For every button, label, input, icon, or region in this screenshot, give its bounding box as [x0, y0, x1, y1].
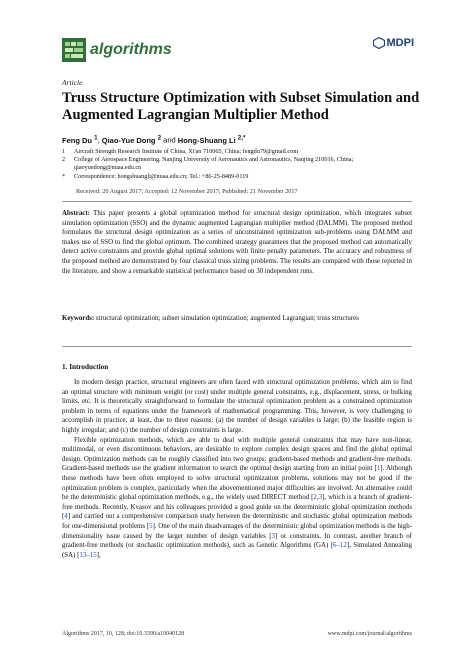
- article-type: Article: [62, 78, 83, 87]
- footer-citation: Algorithms 2017, 10, 128; doi:10.3390/a10040128: [62, 631, 185, 637]
- publication-dates: Received: 20 August 2017; Accepted: 12 November 2017; Published: 21 November 2017: [76, 188, 298, 195]
- citation-link[interactable]: 3: [271, 532, 275, 540]
- divider-bottom: [62, 346, 412, 347]
- affiliation-2: 2 College of Aerospace Engineering, Nanjing University of Aeronautics and Astronautics, Nanjing 210016, China; qiaoyuedong@nuaa.edu.cn: [62, 156, 354, 172]
- footer-url[interactable]: www.mdpi.com/journal/algorithms: [327, 631, 412, 637]
- keywords-text: structural optimization; subset simulation optimization; augmented Lagrangian; truss structures: [95, 315, 359, 322]
- abstract-label: Abstract:: [62, 210, 90, 217]
- divider-top: [62, 201, 412, 202]
- citation-link[interactable]: 1: [376, 465, 381, 473]
- citation-link[interactable]: 3: [318, 494, 323, 502]
- introduction-body: [62, 378, 412, 560]
- journal-logo-icon: [62, 38, 86, 62]
- keywords: [62, 314, 412, 324]
- publisher-name: MDPI: [386, 37, 414, 49]
- paper-title: Truss Structure Optimization with Subset Simulation and Augmented Lagrangian Multiplier Method: [62, 90, 420, 123]
- citation-link[interactable]: 6–12: [333, 542, 347, 550]
- paragraph-2: Flexible optimization methods, which are able to deal with multiple general constraints that may have non-linear, multimodal, or even discontinuous behaviors, are desirable to explore complex design spaces and find the global optimal design. Optimization methods can be roughly classified into two groups: gradient-based methods and gradient-free methods. Gradient-based methods use the gradient information to search the optimal design starting from an initial point [1]. Although these methods have been often employed to solve structural optimization problems, solutions may not be good if the optimization problem is complex, particularly when the abovementioned major difficulties are involved. An alternative could be the deterministic global optimization methods, e.g., the widely used DIRECT method [2,3], which is a branch of gradient-free methods. Recently, Kvasov and his colleagues provided a good guide on the deterministic global optimization methods [4] and carried out a comprehensive comparison study between the deterministic and stochastic global optimization methods for one-dimensional problems [5]. One of the main disadvantages of the deterministic global optimization methods is the high-dimensionality issue caused by the larger number of design variables [3] or constraints. In contrast, another branch of gradient-free methods (or stochastic optimization methods), such as Genetic Algorithms (GA) [6–12], Simulated Annealing (SA) [13–15],: [62, 436, 412, 559]
- paragraph-1: In modern design practice, structural engineers are often faced with structural optimization problems, which aim to find an optimal structure with minimum weight (or cost) under multiple general constraints, e.g., displacement, stress, or bulking limits, etc. It is theoretically straightforward to formulate the structural optimization problem as a constrained optimization problem in terms of equations under the framework of mathematical programming. This, however, is very challenging to accomplish in practice, at least, due to three reasons: (a) the number of design variables is large; (b) the feasible region is highly irregular; and (c) the number of design constraints is large.: [62, 379, 412, 434]
- journal-name: algorithms: [90, 41, 172, 58]
- affiliation-1: 1 Aircraft Strength Research Institute of China, Xi'an 710065, China; fengdu79@gmail.com: [62, 148, 299, 155]
- abstract-text: This paper presents a global optimization method for structural design optimization, which integrates subset simulation optimization (SSO) and the dynamic augmented Lagrangian multiplier method (DALMM). The proposed method formulates the structural design optimization as a series of unconstrained optimization sub-problems using DALMM and makes use of SSO to find the global optimum. The combined strategy guarantees that the proposed method can automatically detect active constraints and provide global optimal solutions with finite penalty parameters. The accuracy and robustness of the proposed method are demonstrated by four classical truss sizing problems. The results are compared with those reported in the literature, and show a remarkable statistical performance based on 30 independent runs.: [62, 210, 412, 275]
- author-list: Feng Du $^1$, Qiao-Yue Dong $^2$ and Hong-Shuang Li $^{2,*}$: [62, 134, 246, 145]
- publisher-logo-icon: [373, 37, 385, 49]
- abstract: [62, 209, 412, 276]
- publisher-logo[interactable]: [373, 37, 415, 49]
- journal-logo[interactable]: [62, 38, 172, 62]
- page-footer: [62, 631, 412, 637]
- affiliations: [62, 148, 412, 181]
- citation-link[interactable]: 13–15: [79, 551, 97, 559]
- citation-link[interactable]: 2: [313, 494, 317, 502]
- keywords-label: Keywords:: [62, 315, 95, 322]
- citation-link[interactable]: 4: [64, 513, 68, 521]
- citation-link[interactable]: 5: [149, 522, 153, 530]
- section-heading: 1. Introduction: [62, 363, 109, 371]
- correspondence: * Correspondence: hongshuangli@nuaa.edu.cn; Tel.: +86-25-8489-0119: [62, 172, 249, 180]
